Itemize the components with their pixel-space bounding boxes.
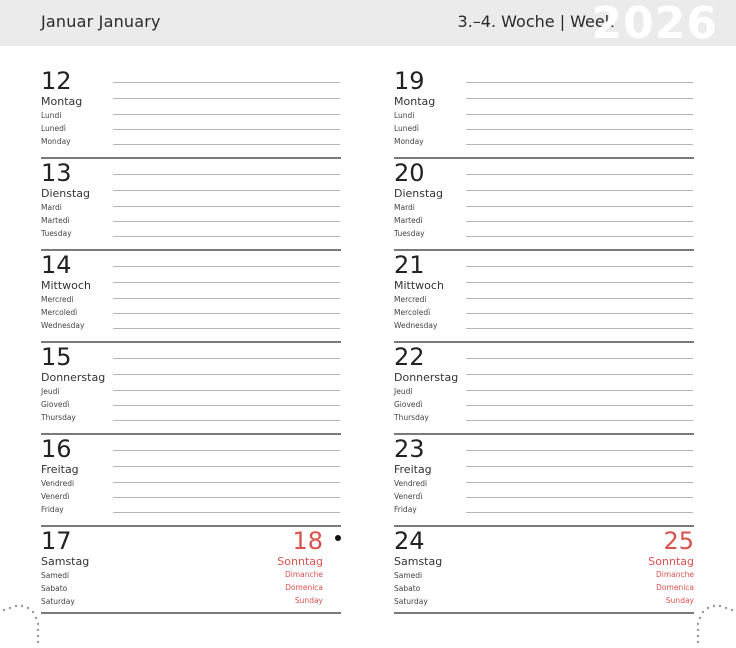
sunday-name-it: Domenica: [656, 583, 694, 592]
saturday-name-en: Saturday: [41, 597, 75, 606]
day-number: 21: [394, 251, 425, 279]
writing-line[interactable]: [113, 82, 340, 83]
writing-line[interactable]: [113, 190, 340, 191]
day-number: 15: [41, 343, 72, 371]
sunday-name-fr: Dimanche: [655, 570, 694, 579]
writing-line[interactable]: [113, 282, 340, 283]
writing-line[interactable]: [466, 374, 693, 375]
day-entry: [394, 252, 694, 344]
writing-line[interactable]: [466, 405, 693, 406]
day-name-fr: Vendredi: [394, 479, 428, 488]
writing-line[interactable]: [466, 420, 693, 421]
writing-line[interactable]: [466, 98, 693, 99]
day-entry: [41, 68, 341, 160]
day-name-it: Venerdì: [41, 492, 70, 501]
writing-line[interactable]: [466, 466, 693, 467]
writing-line[interactable]: [113, 497, 340, 498]
writing-line[interactable]: [466, 114, 693, 115]
day-name-en: Tuesday: [41, 229, 72, 238]
writing-line[interactable]: [466, 450, 693, 451]
saturday-name-de: Samstag: [41, 555, 90, 568]
day-name-it: Mercoledì: [41, 308, 78, 317]
writing-line[interactable]: [113, 144, 340, 145]
week-bottom-rule: [41, 612, 341, 614]
writing-line[interactable]: [113, 221, 340, 222]
day-name-de: Dienstag: [41, 187, 91, 200]
day-name-it: Martedì: [394, 216, 423, 225]
saturday-name-fr: Samedi: [394, 571, 423, 580]
day-name-it: Giovedì: [41, 400, 70, 409]
day-name-fr: Mardi: [41, 203, 62, 212]
weekend-entry: [394, 528, 694, 620]
saturday-name-en: Saturday: [394, 597, 428, 606]
writing-line[interactable]: [466, 221, 693, 222]
writing-line[interactable]: [113, 358, 340, 359]
day-entry: [41, 436, 341, 528]
day-number: 14: [41, 251, 72, 279]
saturday-name-fr: Samedi: [41, 571, 70, 580]
week-bottom-rule: [394, 612, 694, 614]
day-entry: [41, 252, 341, 344]
sunday-name-de: Sonntag: [277, 555, 323, 568]
writing-line[interactable]: [466, 328, 693, 329]
day-entry: [41, 344, 341, 436]
day-number: 23: [394, 435, 425, 463]
page-header: [0, 0, 736, 46]
writing-line[interactable]: [113, 374, 340, 375]
day-name-de: Freitag: [394, 463, 432, 476]
day-name-fr: Vendredi: [41, 479, 75, 488]
writing-line[interactable]: [113, 313, 340, 314]
day-divider: [41, 433, 341, 435]
day-name-it: Martedì: [41, 216, 70, 225]
day-name-it: Lunedì: [394, 124, 420, 133]
day-entry: [394, 160, 694, 252]
writing-line[interactable]: [113, 206, 340, 207]
writing-line[interactable]: [113, 174, 340, 175]
new-moon-icon: [335, 535, 341, 541]
writing-line[interactable]: [466, 206, 693, 207]
day-divider: [41, 341, 341, 343]
sunday-name-de: Sonntag: [648, 555, 694, 568]
day-divider: [394, 249, 694, 251]
day-name-en: Monday: [41, 137, 71, 146]
day-name-en: Thursday: [394, 413, 429, 422]
writing-line[interactable]: [466, 174, 693, 175]
writing-line[interactable]: [113, 420, 340, 421]
writing-line[interactable]: [113, 405, 340, 406]
writing-line[interactable]: [466, 497, 693, 498]
day-name-it: Venerdì: [394, 492, 423, 501]
day-entry: [41, 160, 341, 252]
day-name-fr: Lundi: [394, 111, 415, 120]
day-name-en: Wednesday: [394, 321, 438, 330]
sunday-number: 25: [663, 527, 694, 555]
day-divider: [41, 157, 341, 159]
day-entry: [394, 68, 694, 160]
saturday-name-it: Sabato: [394, 584, 421, 593]
day-name-de: Mittwoch: [394, 279, 444, 292]
day-name-de: Freitag: [41, 463, 79, 476]
day-number: 22: [394, 343, 425, 371]
day-name-en: Friday: [41, 505, 64, 514]
day-name-en: Thursday: [41, 413, 76, 422]
day-name-en: Friday: [394, 505, 417, 514]
writing-line[interactable]: [466, 144, 693, 145]
day-name-de: Montag: [394, 95, 436, 108]
day-name-it: Giovedì: [394, 400, 423, 409]
writing-line[interactable]: [113, 390, 340, 391]
writing-line[interactable]: [466, 282, 693, 283]
writing-line[interactable]: [113, 466, 340, 467]
sunday-name-it: Domenica: [285, 583, 323, 592]
day-entry: [394, 344, 694, 436]
writing-line[interactable]: [466, 190, 693, 191]
writing-line[interactable]: [466, 390, 693, 391]
sunday-number: 18: [292, 527, 323, 555]
sunday-name-en: Sunday: [294, 596, 323, 605]
month-title: Januar January: [41, 12, 161, 31]
writing-line[interactable]: [466, 358, 693, 359]
day-name-de: Montag: [41, 95, 83, 108]
day-name-it: Mercoledì: [394, 308, 431, 317]
day-name-de: Dienstag: [394, 187, 444, 200]
day-name-fr: Mercredi: [394, 295, 427, 304]
year-label: 2026: [591, 0, 718, 46]
day-name-en: Monday: [394, 137, 424, 146]
day-entry: [394, 436, 694, 528]
day-divider: [394, 157, 694, 159]
writing-line[interactable]: [113, 114, 340, 115]
binding-hole-right-icon: [694, 598, 736, 648]
writing-line[interactable]: [466, 82, 693, 83]
writing-line[interactable]: [113, 450, 340, 451]
writing-line[interactable]: [466, 313, 693, 314]
day-name-de: Mittwoch: [41, 279, 91, 292]
writing-line[interactable]: [466, 512, 693, 513]
binding-hole-left-icon: [0, 598, 42, 648]
saturday-number: 24: [394, 527, 425, 555]
sunday-block: [277, 528, 323, 605]
week-title: 3.–4. Woche | Week: [457, 12, 614, 31]
day-number: 12: [41, 67, 72, 95]
day-name-fr: Mercredi: [41, 295, 74, 304]
writing-line[interactable]: [466, 298, 693, 299]
writing-line[interactable]: [466, 482, 693, 483]
day-name-fr: Jeudi: [394, 387, 413, 396]
saturday-name-de: Samstag: [394, 555, 443, 568]
weekend-entry: [41, 528, 341, 620]
writing-line[interactable]: [113, 129, 340, 130]
day-number: 13: [41, 159, 72, 187]
writing-line[interactable]: [113, 298, 340, 299]
day-number: 16: [41, 435, 72, 463]
writing-line[interactable]: [113, 328, 340, 329]
writing-line[interactable]: [113, 512, 340, 513]
sunday-name-fr: Dimanche: [284, 570, 323, 579]
writing-line[interactable]: [466, 266, 693, 267]
day-number: 20: [394, 159, 425, 187]
day-name-fr: Mardi: [394, 203, 415, 212]
day-divider: [394, 341, 694, 343]
day-name-it: Lunedì: [41, 124, 67, 133]
writing-line[interactable]: [113, 266, 340, 267]
writing-line[interactable]: [113, 98, 340, 99]
saturday-number: 17: [41, 527, 72, 555]
day-name-fr: Lundi: [41, 111, 62, 120]
writing-line[interactable]: [113, 236, 340, 237]
writing-line[interactable]: [466, 129, 693, 130]
day-name-en: Tuesday: [394, 229, 425, 238]
sunday-block: [648, 528, 694, 605]
day-divider: [394, 525, 694, 527]
day-name-fr: Jeudi: [41, 387, 60, 396]
saturday-name-it: Sabato: [41, 584, 68, 593]
sunday-name-en: Sunday: [665, 596, 694, 605]
writing-line[interactable]: [466, 236, 693, 237]
day-name-en: Wednesday: [41, 321, 85, 330]
day-divider: [41, 249, 341, 251]
day-number: 19: [394, 67, 425, 95]
day-divider: [394, 433, 694, 435]
writing-line[interactable]: [113, 482, 340, 483]
day-name-de: Donnerstag: [394, 371, 459, 384]
day-name-de: Donnerstag: [41, 371, 106, 384]
